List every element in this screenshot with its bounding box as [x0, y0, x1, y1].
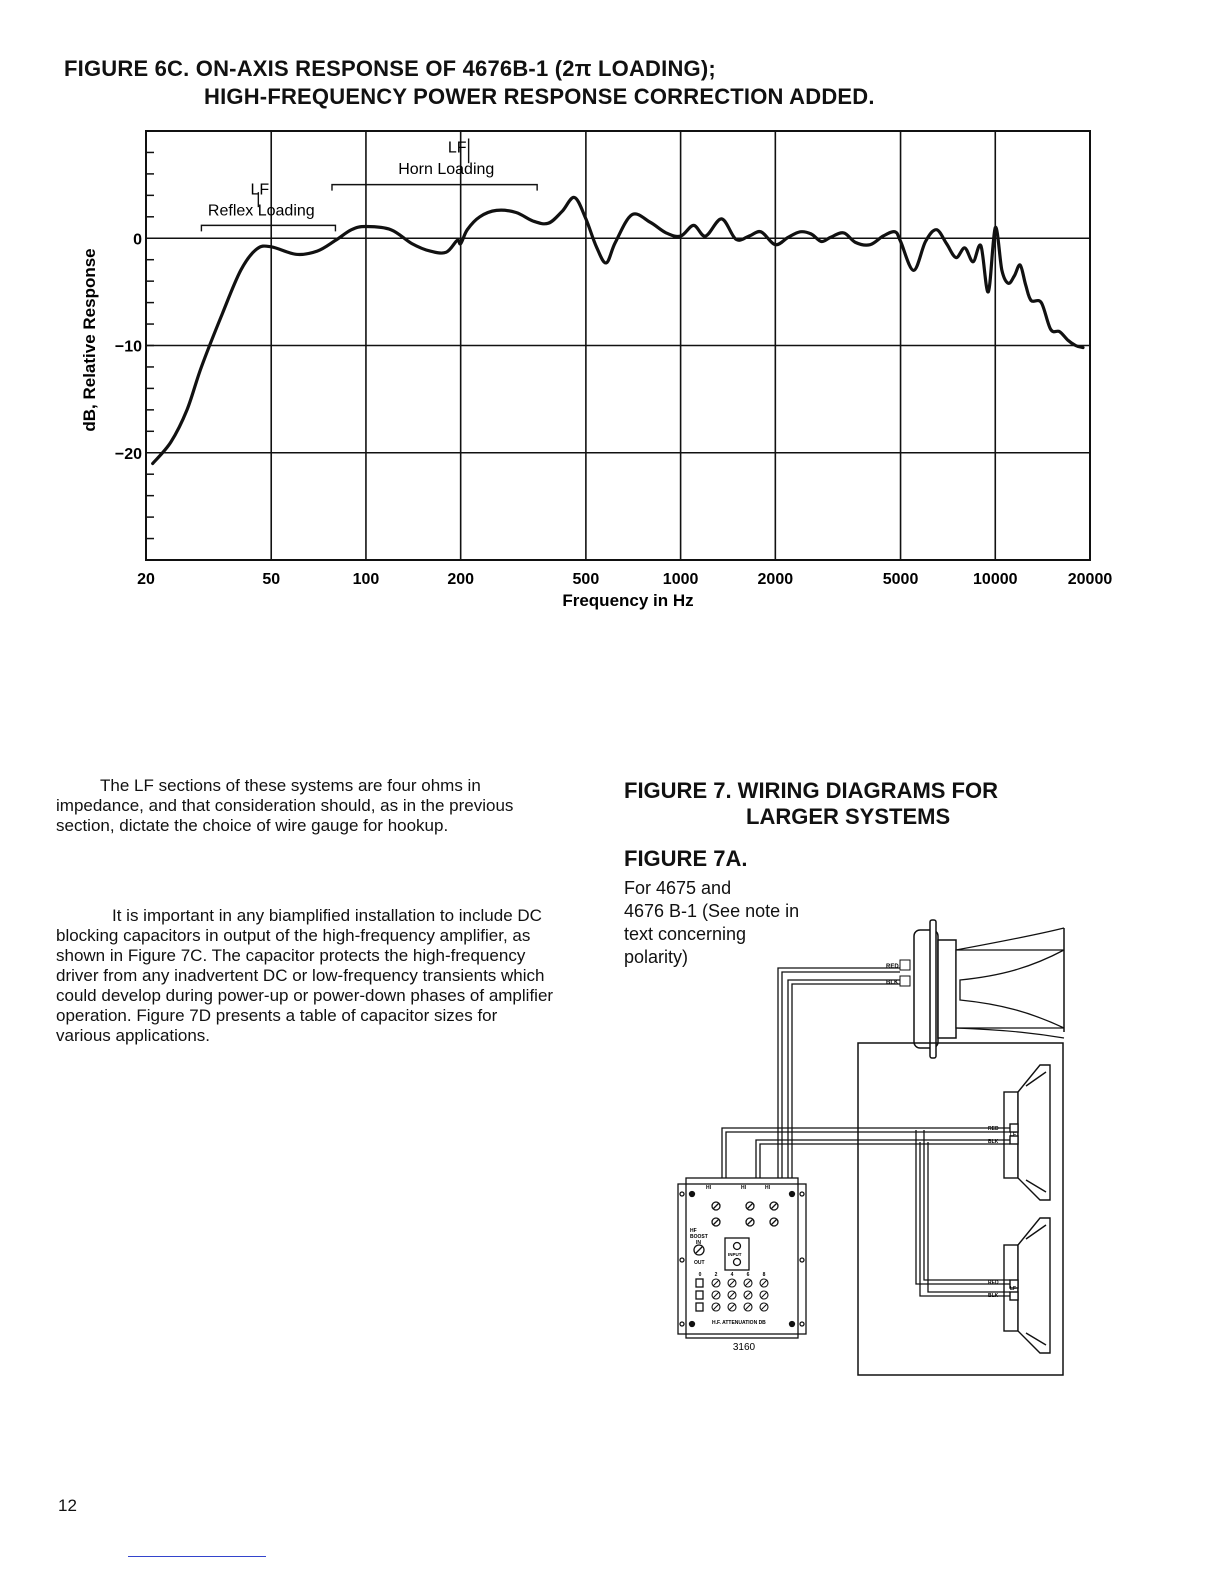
x-tick-label: 500 [572, 571, 600, 588]
reflex-loading-bracket [201, 225, 335, 231]
attenuation-step-label: 2 [714, 1272, 718, 1278]
lf1-terminal-blk-label: BLK [988, 1139, 999, 1145]
loading-annotations [201, 139, 537, 232]
x-tick-label: 2000 [757, 571, 794, 588]
caption-line: text concerning [624, 924, 747, 944]
lf2-terminal-blk-label: BLK [988, 1293, 999, 1299]
lf2-label: LF [1010, 1286, 1017, 1292]
lf1-terminal-red-label: RED [988, 1126, 999, 1132]
x-tick-label: 1000 [662, 571, 699, 588]
reflex-loading-label-lf: LF [250, 181, 270, 199]
lf2-terminal-red-label: RED [988, 1280, 999, 1286]
caption-line: polarity) [624, 947, 689, 967]
figure-6c-title-line1: FIGURE 6C. ON-AXIS RESPONSE OF 4676B-1 (2π LOADING); [64, 56, 716, 81]
frequency-response-chart [0, 110, 1225, 630]
footer-rule [128, 1556, 266, 1557]
y-minor-ticks [146, 131, 154, 560]
x-tick-label: 20 [137, 571, 155, 588]
horn-driver [900, 920, 1064, 1058]
y-tick-label: 0 [133, 231, 142, 249]
horn-loading-label-lf: LF [447, 139, 467, 157]
lf1-label: LF [1010, 1132, 1017, 1138]
page-number: 12 [58, 1496, 77, 1515]
x-tick-label: 50 [262, 571, 281, 588]
network-out-label: OUT [694, 1260, 705, 1266]
network-boost-label: BOOST [690, 1234, 708, 1240]
x-tick-label: 200 [447, 571, 475, 588]
y-tick-label: −20 [114, 445, 142, 463]
x-tick-label: 20000 [1067, 571, 1113, 588]
attenuation-step-label: 4 [730, 1272, 734, 1278]
figure-7-title-line2: LARGER SYSTEMS [746, 804, 951, 829]
crossover-network-panel [678, 1178, 806, 1338]
hf-wires [778, 968, 900, 1178]
x-tick-label: 100 [352, 571, 380, 588]
network-model-number: 3160 [732, 1342, 756, 1353]
x-tick-label: 5000 [882, 571, 919, 588]
wiring-diagram [620, 900, 1090, 1380]
network-hi2-label: HI [741, 1185, 746, 1191]
caption-line: For 4675 and [624, 878, 732, 898]
reflex-loading-label: Reflex Loading [207, 202, 315, 220]
y-tick-labels [115, 231, 142, 463]
response-curve [153, 197, 1083, 463]
figure-6c-title-line2: HIGH-FREQUENCY POWER RESPONSE CORRECTION ADDED. [204, 84, 875, 109]
horn-loading-bracket [332, 185, 537, 191]
network-hf-label: HF [690, 1228, 697, 1234]
attenuation-step-label: 8 [762, 1272, 766, 1278]
x-tick-labels [137, 571, 1112, 588]
caption-line: 4676 B-1 (See note in [624, 901, 800, 921]
horn-terminal-blk-label: BLK [886, 980, 899, 986]
figure-7-title-line1: FIGURE 7. WIRING DIAGRAMS FOR [624, 778, 998, 803]
grid-lines [146, 131, 1090, 560]
paragraph-dc-blocking: It is important in any biamplified installation to include DC blocking capacitors in output of the high-frequency amplifier, as shown in Figure 7C. The capacitor protects the high-frequency driver from any inadvertent DC or low-frequency transients which could develop during power-up or power-down phases of amplifier operation. Figure 7D presents a table of capacitor sizes for various applications. [56, 906, 554, 1045]
attenuation-step-label: 6 [746, 1272, 750, 1278]
network-hi1-label: HI [706, 1185, 711, 1191]
x-axis-label: Frequency in Hz [562, 591, 694, 610]
network-in-label: IN [696, 1240, 701, 1246]
figure-7a-title: FIGURE 7A. [624, 846, 748, 871]
x-tick-label: 10000 [973, 571, 1018, 588]
y-axis-label: dB, Relative Response [80, 248, 99, 432]
horn-loading-label: Horn Loading [398, 160, 495, 178]
attenuation-step-label: 0 [698, 1272, 702, 1278]
horn-terminal-red-label: RED [886, 964, 899, 970]
network-hi3-label: HI [765, 1185, 770, 1191]
network-input-label: INPUT [728, 1252, 742, 1257]
paragraph-lf-impedance: The LF sections of these systems are four ohms in impedance, and that consideration should, as in the previous section, dictate the choice of wire gauge for hookup. [56, 776, 514, 835]
network-attenuation-label: H.F. ATTENUATION DB [712, 1320, 766, 1326]
y-tick-label: −10 [114, 338, 142, 356]
